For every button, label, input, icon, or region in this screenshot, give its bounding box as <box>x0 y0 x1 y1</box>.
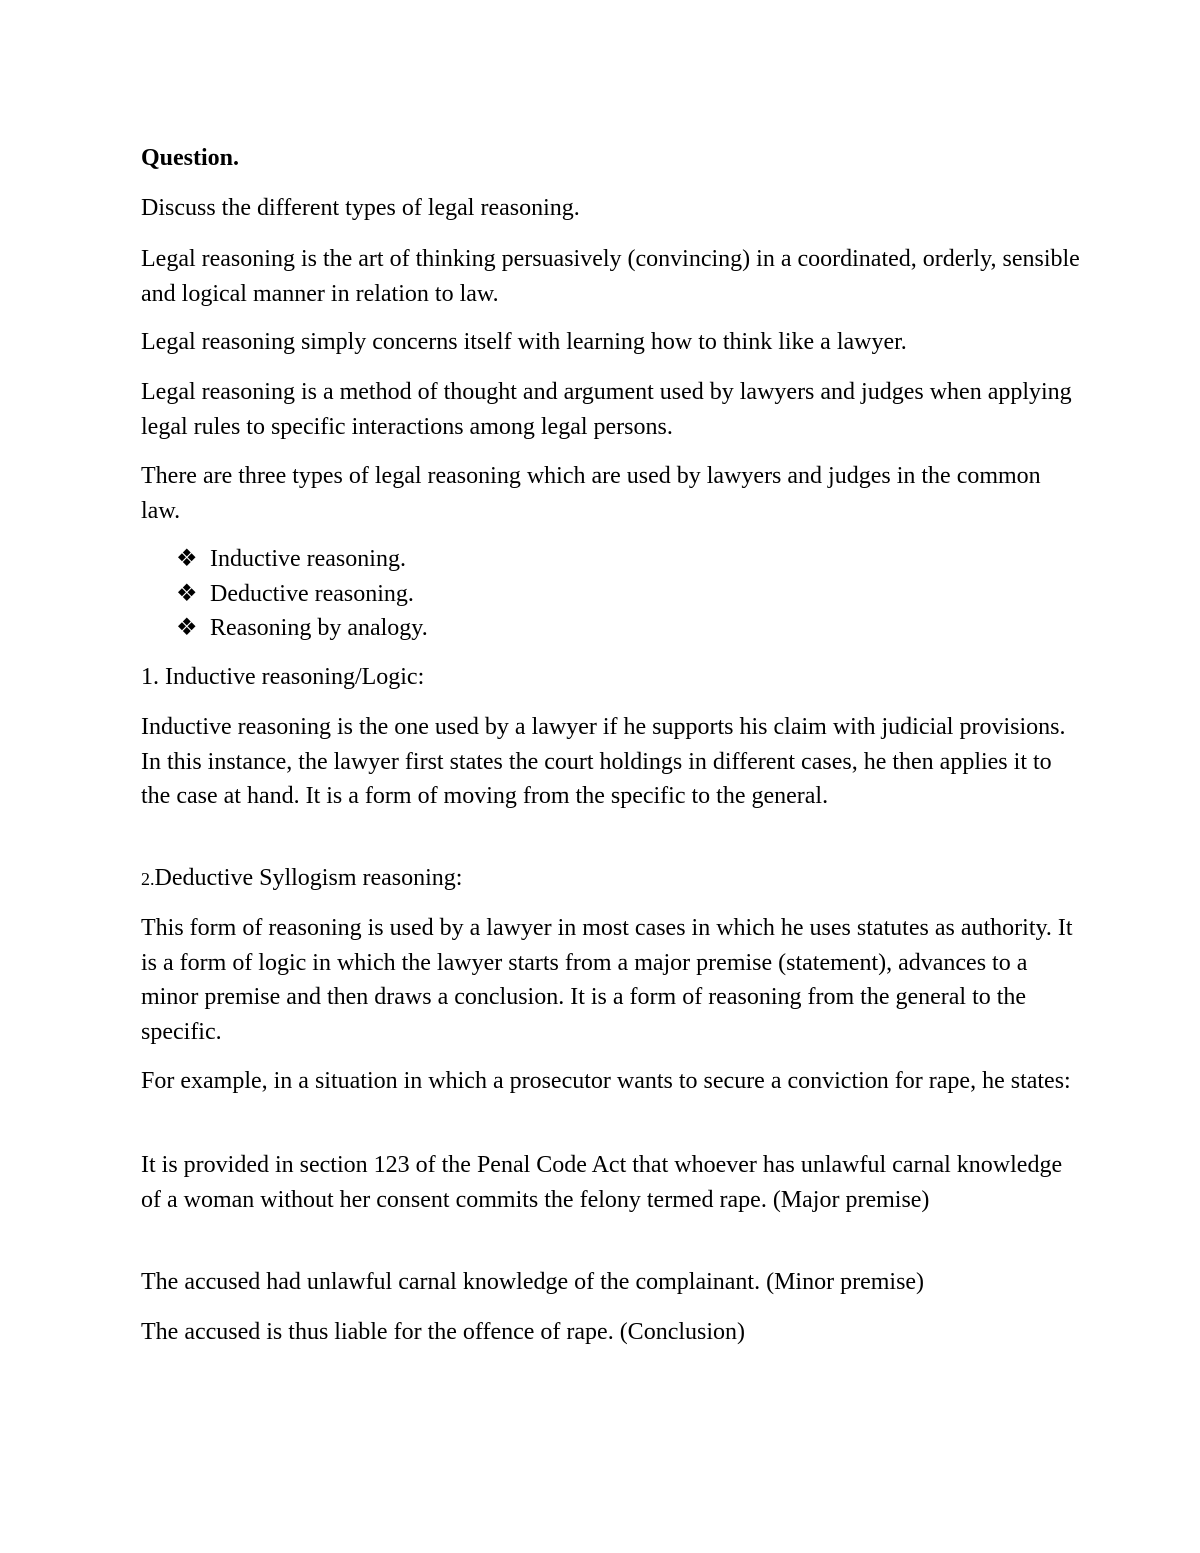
reasoning-types-list <box>176 542 428 646</box>
major-premise: It is provided in section 123 of the Penal Code Act that whoever has unlawful carnal knowledge of a woman without her consent commits the felony termed rape. (Major premise) <box>141 1152 1063 1213</box>
list-item <box>176 577 428 612</box>
example-intro: For example, in a situation in which a prosecutor wants to secure a conviction for rape, he states: <box>141 1068 1071 1094</box>
paragraph-think-like-lawyer: Legal reasoning simply concerns itself with learning how to think like a lawyer. <box>141 329 907 355</box>
paragraph-method: Legal reasoning is a method of thought and argument used by lawyers and judges when applying legal rules to specific interactions among legal persons. <box>141 379 1072 440</box>
paragraph-three-types: There are three types of legal reasoning which are used by lawyers and judges in the common law. <box>141 463 1041 524</box>
section-1-title: 1. Inductive reasoning/Logic: <box>141 664 425 690</box>
diamond-bullet-icon: ❖ <box>176 546 198 572</box>
section-1-body: Inductive reasoning is the one used by a lawyer if he supports his claim with judicial provisions. In this instance, the lawyer first states the court holdings in different cases, he then applies it to the case at hand. It is a form of moving from the specific to the general. <box>141 714 1066 809</box>
question-heading: Question. <box>141 145 240 171</box>
paragraph-definition: Legal reasoning is the art of thinking persuasively (convincing) in a coordinated, orderly, sensible and logical manner in relation to law. <box>141 246 1080 307</box>
section-2-title-line <box>141 861 1081 897</box>
section-2-number: 2. <box>141 869 155 889</box>
section-2-title: Deductive Syllogism reasoning: <box>154 865 463 891</box>
conclusion: The accused is thus liable for the offence of rape. (Conclusion) <box>141 1319 746 1345</box>
diamond-bullet-icon: ❖ <box>176 580 198 607</box>
list-item <box>176 542 428 577</box>
diamond-bullet-icon: ❖ <box>176 615 198 641</box>
list-item-label: Inductive reasoning. <box>210 546 406 572</box>
minor-premise: The accused had unlawful carnal knowledge of the complainant. (Minor premise) <box>141 1269 925 1295</box>
question-prompt: Discuss the different types of legal reasoning. <box>141 195 580 221</box>
list-item-label: Reasoning by analogy. <box>210 615 428 641</box>
list-item-label: Deductive reasoning. <box>210 580 414 607</box>
list-item <box>176 611 428 646</box>
section-2-body: This form of reasoning is used by a lawyer in most cases in which he uses statutes as authority. It is a form of logic in which the lawyer starts from a major premise (statement), advances to a minor premise and then draws a conclusion. It is a form of reasoning from the general to the specific. <box>141 915 1073 1045</box>
